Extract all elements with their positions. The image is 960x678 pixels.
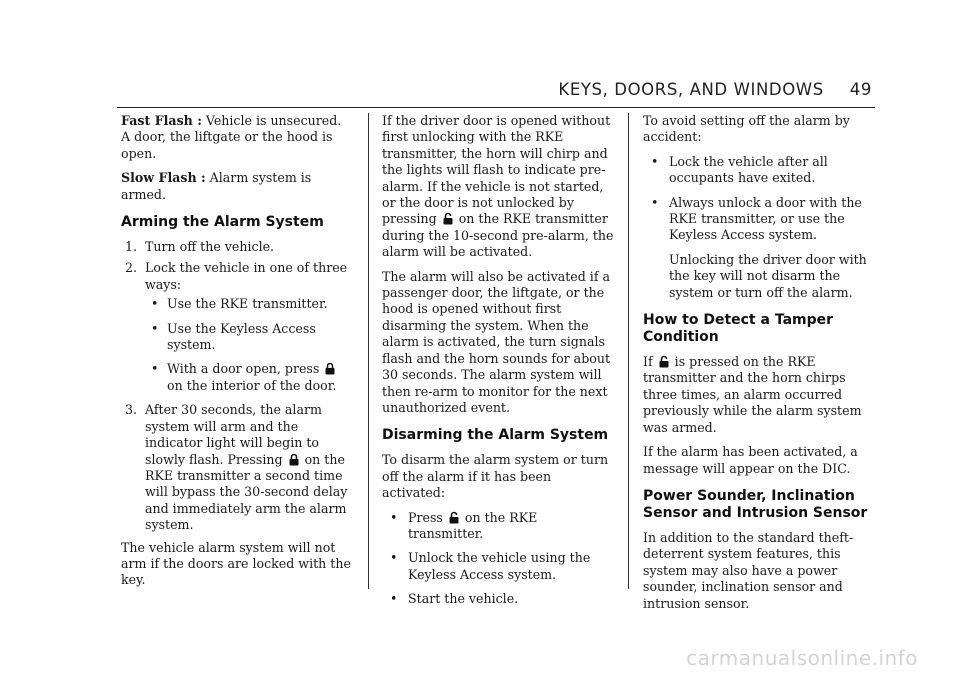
list-item-note: Unlocking the driver door with the key will not disarm the system or turn off the alarm. <box>669 251 867 300</box>
section-title: KEYS, DOORS, AND WINDOWS <box>558 80 824 99</box>
list-item <box>643 195 875 301</box>
list-item-text: on the RKE transmitter. <box>408 509 538 541</box>
disarming-heading: Disarming the Alarm System <box>382 427 609 444</box>
bullet: • <box>390 591 398 607</box>
paragraph-text: If the driver door is opened without first unlocking with the RKE transmitter, the horn will chirp and the lights will flash to indicate pre-alarm. If the vehicle is not started, or the door is not unlocked by pressing <box>382 113 611 227</box>
bullet: • <box>390 509 398 525</box>
list-item-text: Use the Keyless Access system. <box>167 320 316 353</box>
bullet: • <box>151 296 159 312</box>
fast-flash-label: Fast Flash : <box>121 113 202 128</box>
lock-ways-list <box>145 296 353 394</box>
list-item <box>382 510 614 543</box>
dic-paragraph: If the alarm has been activated, a message will appear on the DIC. <box>643 444 858 476</box>
step-number: 1. <box>125 239 138 255</box>
bullet: • <box>390 550 398 566</box>
bullet: • <box>651 194 659 210</box>
slow-flash-text: Alarm system is armed. <box>121 170 312 202</box>
paragraph-text: is pressed on the RKE transmitter and the horn chirps three times, an alarm occurred previously while the alarm system was armed. <box>643 354 862 435</box>
lock-icon <box>325 362 335 375</box>
slow-flash-paragraph <box>121 170 353 203</box>
list-item <box>145 296 353 312</box>
unlock-icon <box>449 511 459 524</box>
bullet: • <box>151 320 159 336</box>
list-item-text: With a door open, press <box>167 361 320 377</box>
paragraph-text: on the RKE transmitter during the 10-second pre-alarm, the alarm will be activated. <box>382 211 614 260</box>
bullet: • <box>651 153 659 169</box>
list-item-text: Always unlock a door with the RKE transmitter, or use the Keyless Access system. <box>669 194 862 243</box>
activation-paragraph: The alarm will also be activated if a passenger door, the liftgate, or the hood is opened without first disarming the system. When the alarm is activated, the turn signals flash and the horn sounds for about 30 seconds. The alarm system will then re-arm to monitor for the next unauthorized event. <box>382 268 611 415</box>
step-number: 2. <box>125 260 138 276</box>
disarm-list <box>382 510 614 608</box>
step-text: After 30 seconds, the alarm system will arm and the indicator light will begin to slowly flash. Pressing <box>145 402 322 467</box>
pre-alarm-paragraph <box>382 113 614 261</box>
lock-icon <box>289 453 299 466</box>
watermark: carmanualsonline.info <box>686 646 918 670</box>
step-text: Lock the vehicle in one of three ways: <box>145 260 348 292</box>
slow-flash-label: Slow Flash : <box>121 170 206 186</box>
page-number: 49 <box>849 80 872 99</box>
step-number: 3. <box>125 402 138 418</box>
fast-flash-text: Vehicle is unsecured. A door, the liftgate or the hood is open. <box>121 113 342 161</box>
closing-paragraph: The vehicle alarm system will not arm if the doors are locked with the key. <box>121 539 351 588</box>
list-item-text: Use the RKE transmitter. <box>167 296 328 312</box>
column-1 <box>121 113 353 597</box>
step-1 <box>121 239 353 255</box>
power-sounder-heading: Power Sounder, Inclination Sensor and Intrusion Sensor <box>643 487 868 521</box>
step-3 <box>121 402 353 533</box>
step-text: on the RKE transmitter a second time will bypass the 30-second delay and immediately arm the alarm system. <box>145 451 348 533</box>
list-item <box>643 154 875 187</box>
list-item <box>145 321 353 354</box>
step-2 <box>121 260 353 394</box>
step-text: Turn off the vehicle. <box>145 239 275 255</box>
arming-steps <box>121 239 353 534</box>
power-sounder-paragraph: In addition to the standard theft-deterrent system features, this system may also have a power sounder, inclination sensor and intrusion sensor. <box>643 529 854 611</box>
header-rule <box>117 107 875 108</box>
column-divider <box>628 113 629 589</box>
list-item <box>382 591 614 607</box>
avoid-intro: To avoid setting off the alarm by accident: <box>643 113 850 145</box>
fast-flash-paragraph <box>121 113 353 162</box>
column-divider <box>368 113 369 589</box>
list-item-text: Press <box>408 509 443 525</box>
unlock-icon <box>659 355 669 368</box>
tamper-paragraph <box>643 354 875 436</box>
arming-heading: Arming the Alarm System <box>121 214 324 231</box>
unlock-icon <box>443 212 453 225</box>
list-item <box>382 550 614 583</box>
list-item-text: Unlock the vehicle using the Keyless Access system. <box>408 550 591 582</box>
column-2 <box>382 113 614 616</box>
list-item-text: Lock the vehicle after all occupants have exited. <box>669 153 828 186</box>
page-header <box>558 80 872 99</box>
list-item-text: Start the vehicle. <box>408 591 519 607</box>
list-item-text: on the interior of the door. <box>167 377 337 393</box>
paragraph-text: If <box>643 354 653 370</box>
bullet: • <box>151 361 159 377</box>
avoid-list <box>643 154 875 301</box>
tamper-heading: How to Detect a Tamper Condition <box>643 312 834 346</box>
column-3 <box>643 113 875 620</box>
list-item <box>145 361 353 394</box>
disarm-intro: To disarm the alarm system or turn off the alarm if it has been activated: <box>382 452 609 501</box>
